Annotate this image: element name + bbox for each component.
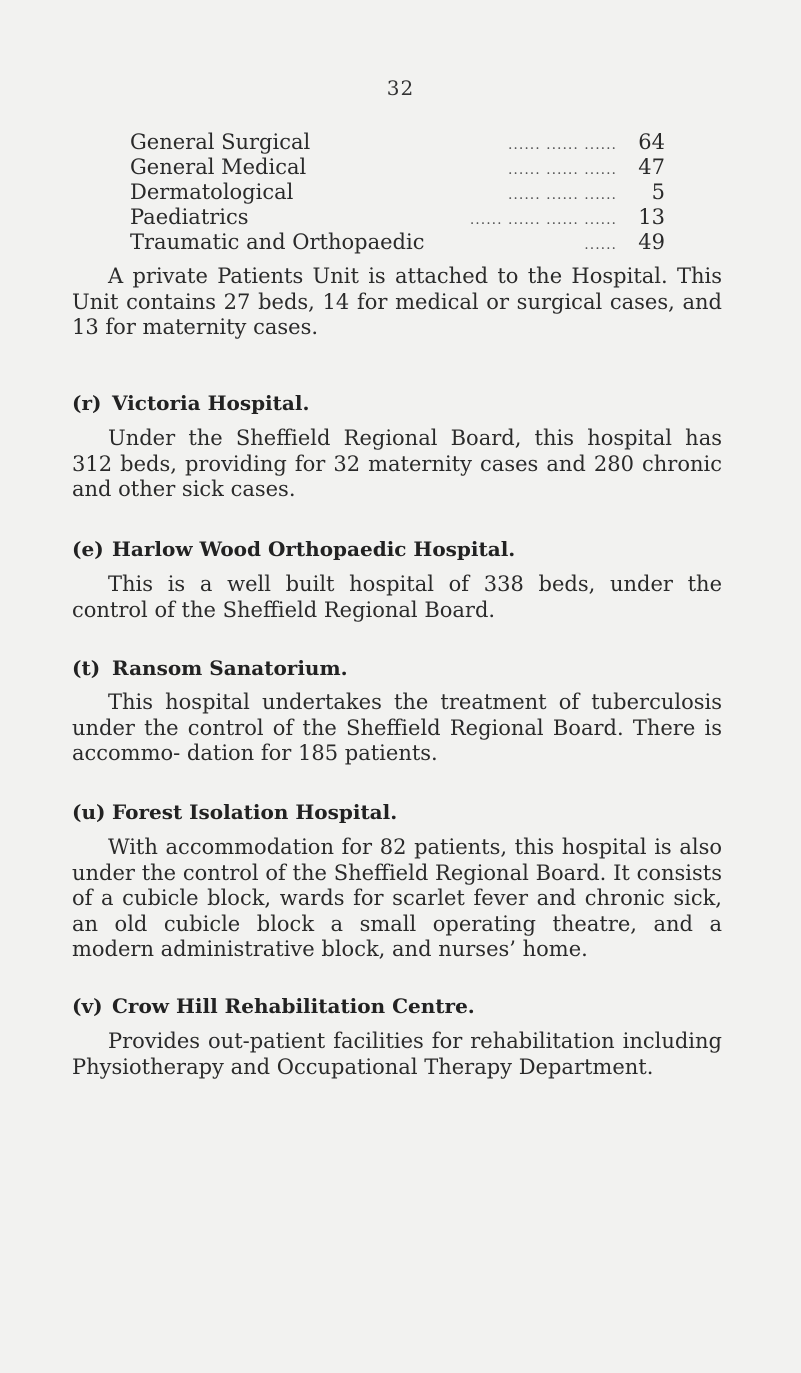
paragraph-text: This hospital undertakes the treatment of tuberculosis under the control of the Sheffield Regional Board. There is accommo- dation for 185 patients. [72,690,722,765]
section-heading-forest-isolation [72,800,397,824]
leader-dots: ...... ...... ...... ...... [469,212,617,228]
private-unit-paragraph [72,264,722,341]
section-body-victoria [72,426,722,503]
section-heading-harlow-wood [72,537,515,561]
paragraph-text: Under the Sheffield Regional Board, this hospital has 312 beds, providing for 32 maternity cases and 280 chronic and other sick cases. [72,426,722,501]
ward-name: General Surgical [130,130,311,154]
ward-beds: 64 [638,130,665,154]
section-heading-crow-hill [72,994,475,1018]
ward-beds: 49 [638,230,665,254]
ward-name: General Medical [130,155,307,179]
section-title: Forest Isolation Hospital. [112,800,398,824]
paragraph-text: With accommodation for 82 patients, this hospital is also under the control of the Sheffield Regional Board. It consists of a cubicle block, wards for scarlet fever and chronic sick, an old cubicle block a small operating theatre, and a modern administrative block, and nurses’ home. [72,835,722,961]
paragraph-text: A private Patients Unit is attached to the Hospital. This Unit contains 27 beds, 14 for medical or surgical cases, and 13 for maternity cases. [72,264,722,339]
leader-dots: ...... ...... ...... [507,187,617,203]
ward-name: Traumatic and Orthopaedic [130,230,425,254]
section-marker: (r) [72,391,102,415]
table-row [130,155,665,180]
ward-beds: 5 [651,180,665,204]
paragraph-text: This is a well built hospital of 338 beds, under the control of the Sheffield Regional Board. [72,572,722,622]
page-number: 32 [386,76,415,100]
table-row [130,230,665,255]
section-title: Victoria Hospital. [112,391,310,415]
section-heading-victoria [72,391,309,415]
table-row [130,205,665,230]
paragraph-text: Provides out-patient facilities for rehabilitation including Physiotherapy and Occupational Therapy Department. [72,1029,722,1079]
leader-dots: ...... ...... ...... [507,162,617,178]
section-heading-ransom [72,656,348,680]
section-title: Ransom Sanatorium. [112,656,348,680]
section-body-crow-hill [72,1029,722,1080]
ward-beds: 47 [638,155,665,179]
table-row [130,180,665,205]
section-marker: (u) [72,800,106,824]
table-row [130,130,665,155]
section-marker: (t) [72,656,101,680]
section-title: Harlow Wood Orthopaedic Hospital. [112,537,516,561]
section-body-forest-isolation [72,835,722,963]
leader-dots: ...... [584,237,617,253]
section-marker: (e) [72,537,104,561]
ward-name: Dermatological [130,180,294,204]
ward-beds: 13 [638,205,665,229]
section-body-harlow-wood [72,572,722,623]
section-marker: (v) [72,994,103,1018]
section-body-ransom [72,690,722,767]
leader-dots: ...... ...... ...... [507,137,617,153]
section-title: Crow Hill Rehabilitation Centre. [112,994,475,1018]
ward-name: Paediatrics [130,205,249,229]
ward-bed-table [130,130,665,255]
